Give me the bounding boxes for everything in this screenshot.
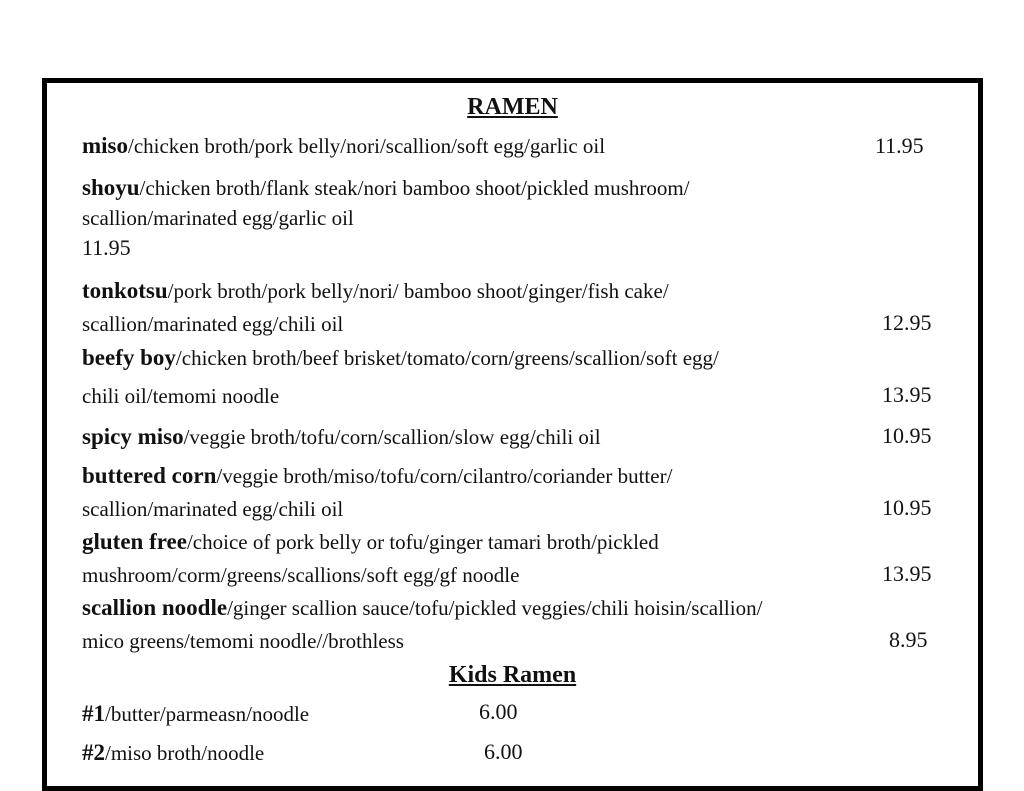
item-description-cont: chili oil/temomi noodle [82,384,280,408]
item-description-cont: mico greens/temomi noodle//brothless [82,629,404,653]
item-name: tonkotsu [82,278,168,303]
item-name: #2 [82,740,105,765]
item-description-cont: scallion/marinated egg/garlic oil [82,206,354,230]
item-price: 11.95 [82,235,131,260]
item-description: /chicken broth/flank steak/nori bamboo shoot/pickled mushroom/ [139,176,690,200]
item-description-cont: mushroom/corm/greens/scallions/soft egg/gf noodle [82,563,520,587]
item-description: /pork broth/pork belly/nori/ bamboo shoot/ginger/fish cake/ [167,279,669,303]
item-price: 13.95 [882,382,932,407]
menu-frame [42,78,983,791]
item-description: /veggie broth/tofu/corn/scallion/slow egg/chili oil [183,425,601,449]
item-description: /ginger scallion sauce/tofu/pickled veggies/chili hoisin/scallion/ [227,596,763,620]
menu-item-miso [82,133,605,159]
menu-item-tonkotsu [82,278,669,304]
item-description: /butter/parmeasn/noodle [105,702,310,726]
item-price: 6.00 [484,739,523,764]
item-description-cont: scallion/marinated egg/chili oil [82,312,344,336]
section-title-kids-ramen: Kids Ramen [448,662,577,688]
item-price: 8.95 [889,627,928,652]
item-name: beefy boy [82,345,176,370]
item-price: 11.95 [875,133,924,158]
menu-item-shoyu [82,175,690,201]
menu-item-buttered-corn [82,463,672,489]
item-name: #1 [82,701,105,726]
item-name: spicy miso [82,424,184,449]
menu-item-beefy-boy [82,345,719,371]
item-description: /choice of pork belly or tofu/ginger tamari broth/pickled [186,530,659,554]
menu-item-spicy-miso [82,424,601,450]
item-name: gluten free [82,529,187,554]
item-description: /veggie broth/miso/tofu/corn/cilantro/coriander butter/ [216,464,673,488]
item-description: /chicken broth/beef brisket/tomato/corn/greens/scallion/soft egg/ [175,346,719,370]
item-price: 12.95 [882,310,932,335]
item-description: /chicken broth/pork belly/nori/scallion/soft egg/garlic oil [128,134,606,158]
menu-item-kids-2 [82,740,264,766]
section-title-ramen: RAMEN [467,94,558,120]
item-price: 10.95 [882,423,932,448]
menu-item-kids-1 [82,701,309,727]
menu-item-scallion-noodle [82,595,762,621]
item-name: scallion noodle [82,595,228,620]
item-price: 10.95 [882,495,932,520]
item-price: 13.95 [882,561,932,586]
item-name: miso [82,133,128,158]
menu-item-gluten-free [82,529,659,555]
item-price: 6.00 [479,699,518,724]
item-description: /miso broth/noodle [105,741,265,765]
item-description-cont: scallion/marinated egg/chili oil [82,497,344,521]
item-name: buttered corn [82,463,217,488]
item-name: shoyu [82,175,140,200]
